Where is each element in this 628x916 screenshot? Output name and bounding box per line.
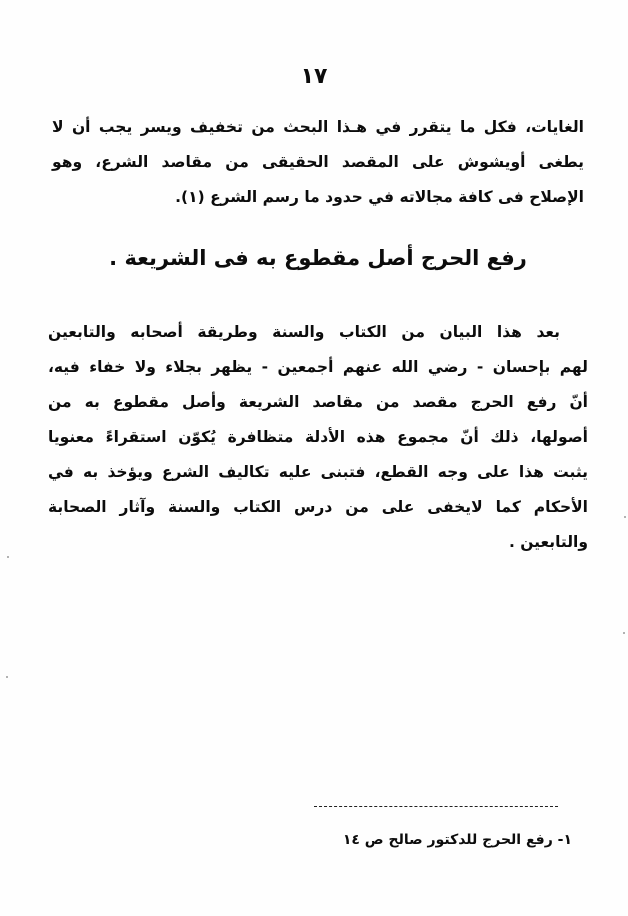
text-line: لهم بإحسان - رضي الله عنهم أجمعين - يظهر بجلاء ولا خفاء فيه، [48,358,588,376]
section-heading: رفع الحرج أصل مقطوع به فى الشريعة . [109,246,527,270]
body-paragraph [48,315,588,560]
footnote: ١- رفع الحرج للدكتور صالح ص ١٤ [342,832,572,848]
text-line: الأحكام كما لايخفى على من درس الكتاب والسنة وآثار الصحابة [48,498,588,516]
text-line: بعد هذا البيان من الكتاب والسنة وطريقة أصحابه والتابعين [48,323,560,341]
text-line: والتابعين . [508,533,588,551]
text-line: يثبت هذا على وجه القطع، فتبنى عليه تكاليف الشرع ويؤخذ به في [48,463,588,481]
scan-speck [6,676,8,678]
text-line: أصولها، ذلك أنّ مجموع هذه الأدلة متظافرة يُكوّن استقراءً معنويا [48,428,588,446]
text-line: الغايات، فكل ما يتقرر في هـذا البحث من تخفيف ويسر يجب أن لا [52,118,584,136]
text-line: الإصلاح فى كافة مجالاته في حدود ما رسم الشرع (١). [175,188,584,206]
text-line: أنّ رفع الحرج مقصد من مقاصد الشريعة وأصل مقطوع به من [48,393,588,411]
page-number: ١٧ [300,64,328,89]
scan-speck [7,556,9,558]
text-line: يطغى أويشوش على المقصد الحقيقى من مقاصد الشرع، وهو [52,153,584,171]
intro-paragraph [52,110,584,215]
scan-speck [623,632,625,634]
footnote-divider [314,806,558,807]
scan-speck [624,516,626,518]
